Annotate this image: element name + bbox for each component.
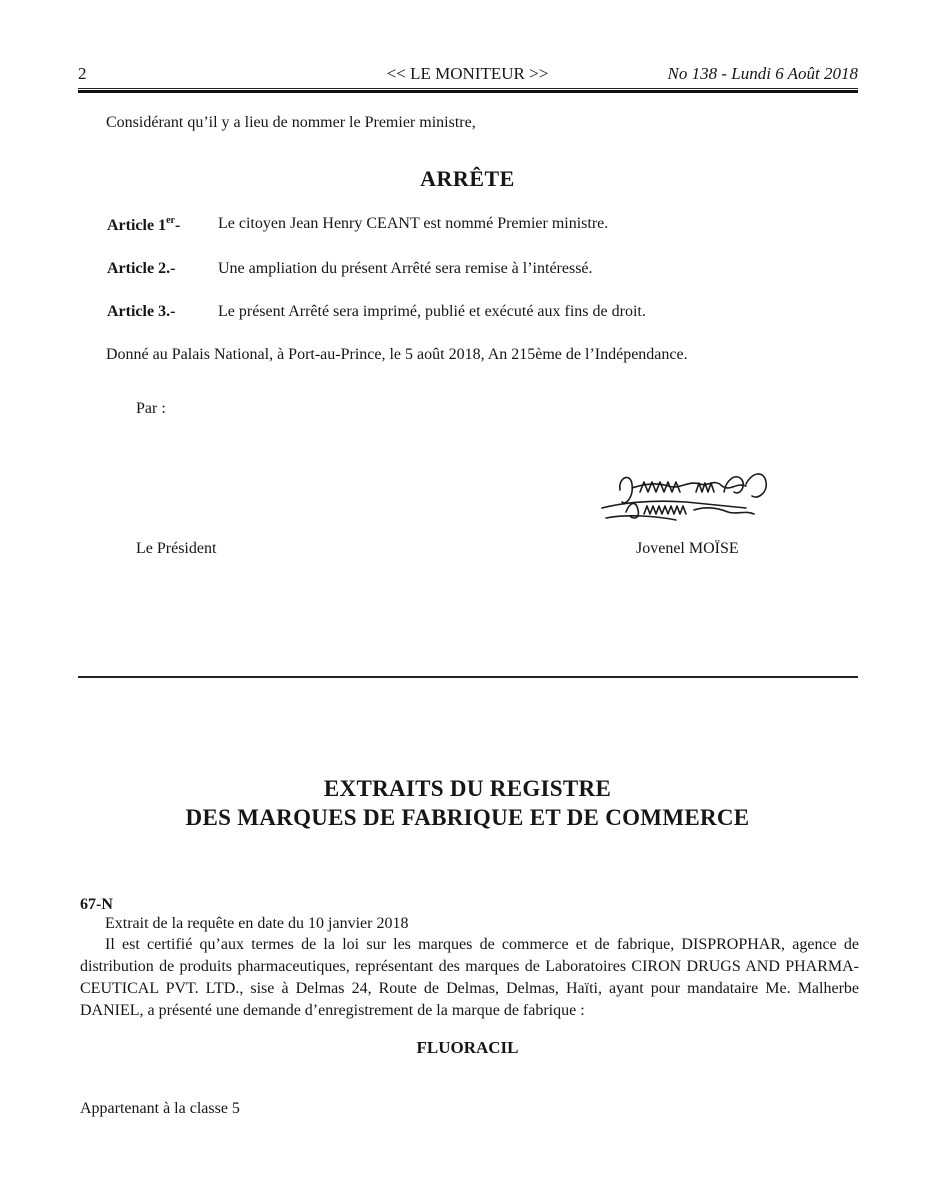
page-number: 2: [78, 64, 87, 83]
paragraph-line: CEUTICAL PVT. LTD., sise à Delmas 24, Route de Delmas, Delmas, Haïti, ayant pour mandataire Me. Malherbe: [80, 980, 859, 997]
registry-title-line-2: DES MARQUES DE FABRIQUE ET DE COMMERCE: [185, 805, 750, 830]
article-2-label: Article 2.-: [107, 260, 176, 277]
considering-clause: Considérant qu’il y a lieu de nommer le Premier ministre,: [106, 114, 476, 131]
signatory-name: Jovenel MOÏSE: [636, 540, 739, 557]
article-3-label: Article 3.-: [107, 303, 176, 320]
registry-title-line-1: EXTRAITS DU REGISTRE: [323, 776, 612, 801]
article-1-text: Le citoyen Jean Henry CEANT est nommé Premier ministre.: [218, 215, 609, 232]
given-at-clause: Donné au Palais National, à Port-au-Prince, le 5 août 2018, An 215ème de l’Indépendance.: [106, 346, 688, 363]
publication-title: << LE MONITEUR >>: [386, 64, 549, 83]
signature-mark: [596, 462, 776, 532]
paragraph-line: DANIEL, a présenté une demande d’enregistrement de la marque de fabrique :: [80, 1002, 585, 1019]
brand-class: Appartenant à la classe 5: [80, 1100, 240, 1117]
paragraph-line: Il est certifié qu’aux termes de la loi sur les marques de commerce et de fabrique, DISPROPHAR, agence de: [105, 936, 859, 953]
entry-reference: 67-N: [80, 896, 113, 913]
header-rule-thick: [78, 90, 858, 93]
article-1-label: Article 1er-: [107, 215, 181, 234]
paragraph-line: distribution de produits pharmaceutiques, représentant des marques de Laboratoires CIRON DRUGS AND PHARMA-: [80, 958, 859, 975]
header-rule-thin: [78, 88, 858, 89]
decree-title: ARRÊTE: [420, 166, 515, 191]
entry-paragraph: [80, 934, 859, 1022]
entry-extract-date: Extrait de la requête en date du 10 janvier 2018: [105, 915, 409, 932]
by-label: Par :: [136, 400, 166, 417]
section-separator: [78, 676, 858, 678]
article-2-text: Une ampliation du présent Arrêté sera remise à l’intéressé.: [218, 260, 593, 277]
signatory-title: Le Président: [136, 540, 217, 557]
brand-name: FLUORACIL: [416, 1038, 519, 1057]
issue-info: No 138 - Lundi 6 Août 2018: [667, 64, 858, 83]
article-3-text: Le présent Arrêté sera imprimé, publié et exécuté aux fins de droit.: [218, 303, 646, 320]
